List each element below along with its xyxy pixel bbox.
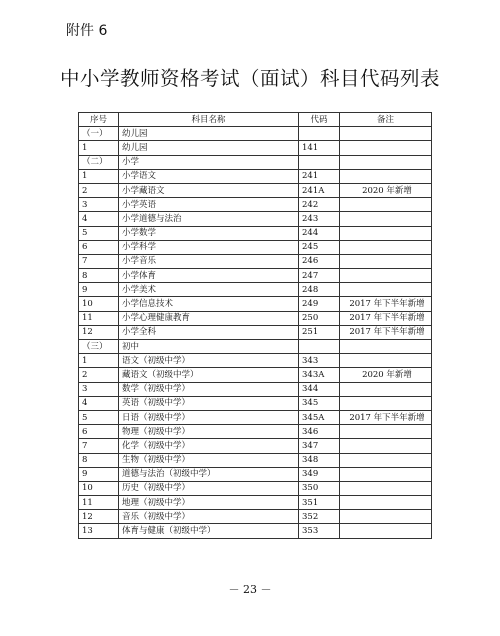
cell-no: 12 bbox=[79, 325, 119, 339]
table-row bbox=[79, 169, 432, 183]
cell-subject-name: 小学 bbox=[119, 155, 299, 169]
cell-code: 345 bbox=[299, 396, 340, 410]
header-code: 代码 bbox=[299, 113, 340, 127]
cell-no: 7 bbox=[79, 439, 119, 453]
cell-subject-name: 幼儿园 bbox=[119, 141, 299, 155]
table-row bbox=[79, 212, 432, 226]
table-row bbox=[79, 198, 432, 212]
cell-no: 12 bbox=[79, 510, 119, 524]
cell-code: 347 bbox=[299, 439, 340, 453]
cell-no: 5 bbox=[79, 226, 119, 240]
cell-subject-name: 数学（初级中学） bbox=[119, 382, 299, 396]
cell-code: 343 bbox=[299, 354, 340, 368]
table-row bbox=[79, 297, 432, 311]
cell-no: 6 bbox=[79, 240, 119, 254]
table-row bbox=[79, 496, 432, 510]
cell-subject-name: 音乐（初级中学） bbox=[119, 510, 299, 524]
cell-code: 249 bbox=[299, 297, 340, 311]
cell-no: 4 bbox=[79, 212, 119, 226]
cell-subject-name: 小学数学 bbox=[119, 226, 299, 240]
cell-no: （二） bbox=[79, 155, 119, 169]
cell-subject-name: 小学美术 bbox=[119, 283, 299, 297]
cell-subject-name: 小学信息技术 bbox=[119, 297, 299, 311]
subject-code-table bbox=[78, 112, 432, 539]
cell-code: 350 bbox=[299, 481, 340, 495]
cell-note bbox=[340, 382, 432, 396]
cell-note bbox=[340, 198, 432, 212]
cell-note: 2017 年下半年新增 bbox=[340, 325, 432, 339]
cell-note bbox=[340, 467, 432, 481]
cell-note bbox=[340, 340, 432, 354]
cell-note: 2017 年下半年新增 bbox=[340, 410, 432, 424]
cell-subject-name: 小学语文 bbox=[119, 169, 299, 183]
cell-no: 10 bbox=[79, 481, 119, 495]
cell-code: 247 bbox=[299, 269, 340, 283]
cell-subject-name: 生物（初级中学） bbox=[119, 453, 299, 467]
cell-code bbox=[299, 127, 340, 141]
cell-subject-name: 小学道德与法治 bbox=[119, 212, 299, 226]
cell-note bbox=[340, 269, 432, 283]
table-row bbox=[79, 481, 432, 495]
table-row bbox=[79, 524, 432, 538]
cell-note bbox=[340, 354, 432, 368]
cell-note: 2017 年下半年新增 bbox=[340, 297, 432, 311]
cell-code: 244 bbox=[299, 226, 340, 240]
cell-subject-name: 日语（初级中学） bbox=[119, 410, 299, 424]
table-row bbox=[79, 439, 432, 453]
cell-no: 2 bbox=[79, 368, 119, 382]
cell-code: 246 bbox=[299, 254, 340, 268]
cell-subject-name: 小学音乐 bbox=[119, 254, 299, 268]
cell-no: 6 bbox=[79, 425, 119, 439]
cell-code: 245 bbox=[299, 240, 340, 254]
cell-no: （三） bbox=[79, 340, 119, 354]
section-row bbox=[79, 127, 432, 141]
table-body bbox=[79, 127, 432, 538]
header-no: 序号 bbox=[79, 113, 119, 127]
table-row bbox=[79, 453, 432, 467]
cell-no: 4 bbox=[79, 396, 119, 410]
table-row bbox=[79, 254, 432, 268]
table-row bbox=[79, 183, 432, 197]
cell-subject-name: 体育与健康（初级中学） bbox=[119, 524, 299, 538]
cell-code: 242 bbox=[299, 198, 340, 212]
cell-no: 8 bbox=[79, 269, 119, 283]
cell-no: 3 bbox=[79, 198, 119, 212]
cell-subject-name: 地理（初级中学） bbox=[119, 496, 299, 510]
cell-code bbox=[299, 340, 340, 354]
cell-no: 1 bbox=[79, 141, 119, 155]
table-row bbox=[79, 269, 432, 283]
table-row bbox=[79, 510, 432, 524]
cell-note bbox=[340, 127, 432, 141]
cell-note bbox=[340, 425, 432, 439]
table-row bbox=[79, 410, 432, 424]
cell-code: 344 bbox=[299, 382, 340, 396]
cell-no: 11 bbox=[79, 496, 119, 510]
cell-no: 5 bbox=[79, 410, 119, 424]
cell-no: （一） bbox=[79, 127, 119, 141]
attachment-label: 附件 6 bbox=[66, 23, 108, 39]
table-row bbox=[79, 368, 432, 382]
table-row bbox=[79, 325, 432, 339]
cell-subject-name: 小学英语 bbox=[119, 198, 299, 212]
page-number: － 23 － bbox=[228, 583, 272, 596]
table-row bbox=[79, 311, 432, 325]
cell-code bbox=[299, 155, 340, 169]
cell-note bbox=[340, 481, 432, 495]
cell-note: 2017 年下半年新增 bbox=[340, 311, 432, 325]
cell-no: 7 bbox=[79, 254, 119, 268]
cell-code: 248 bbox=[299, 283, 340, 297]
table-row bbox=[79, 425, 432, 439]
table-row bbox=[79, 283, 432, 297]
cell-subject-name: 物理（初级中学） bbox=[119, 425, 299, 439]
cell-no: 1 bbox=[79, 169, 119, 183]
cell-subject-name: 藏语文（初级中学） bbox=[119, 368, 299, 382]
cell-no: 9 bbox=[79, 283, 119, 297]
table-row bbox=[79, 396, 432, 410]
cell-no: 10 bbox=[79, 297, 119, 311]
cell-code: 351 bbox=[299, 496, 340, 510]
cell-note bbox=[340, 396, 432, 410]
table-header-row bbox=[79, 113, 432, 127]
cell-code: 241A bbox=[299, 183, 340, 197]
cell-note bbox=[340, 169, 432, 183]
cell-code: 345A bbox=[299, 410, 340, 424]
cell-subject-name: 小学体育 bbox=[119, 269, 299, 283]
cell-no: 2 bbox=[79, 183, 119, 197]
cell-note bbox=[340, 283, 432, 297]
table-row bbox=[79, 467, 432, 481]
cell-subject-name: 历史（初级中学） bbox=[119, 481, 299, 495]
section-row bbox=[79, 155, 432, 169]
cell-note bbox=[340, 254, 432, 268]
table-row bbox=[79, 240, 432, 254]
cell-code: 141 bbox=[299, 141, 340, 155]
cell-note bbox=[340, 510, 432, 524]
cell-subject-name: 初中 bbox=[119, 340, 299, 354]
cell-subject-name: 小学科学 bbox=[119, 240, 299, 254]
table-row bbox=[79, 226, 432, 240]
cell-no: 8 bbox=[79, 453, 119, 467]
cell-code: 241 bbox=[299, 169, 340, 183]
cell-code: 243 bbox=[299, 212, 340, 226]
cell-subject-name: 小学心理健康教育 bbox=[119, 311, 299, 325]
header-note: 备注 bbox=[340, 113, 432, 127]
cell-subject-name: 语文（初级中学） bbox=[119, 354, 299, 368]
cell-note bbox=[340, 453, 432, 467]
section-row bbox=[79, 340, 432, 354]
cell-note: 2020 年新增 bbox=[340, 183, 432, 197]
cell-code: 348 bbox=[299, 453, 340, 467]
cell-note bbox=[340, 240, 432, 254]
cell-code: 353 bbox=[299, 524, 340, 538]
cell-code: 346 bbox=[299, 425, 340, 439]
cell-code: 250 bbox=[299, 311, 340, 325]
cell-no: 1 bbox=[79, 354, 119, 368]
cell-subject-name: 英语（初级中学） bbox=[119, 396, 299, 410]
cell-note bbox=[340, 155, 432, 169]
cell-note bbox=[340, 524, 432, 538]
cell-code: 251 bbox=[299, 325, 340, 339]
cell-no: 11 bbox=[79, 311, 119, 325]
cell-no: 9 bbox=[79, 467, 119, 481]
cell-note bbox=[340, 226, 432, 240]
cell-note bbox=[340, 496, 432, 510]
cell-note bbox=[340, 141, 432, 155]
page-title: 中小学教师资格考试（面试）科目代码列表 bbox=[59, 67, 440, 90]
cell-no: 3 bbox=[79, 382, 119, 396]
cell-subject-name: 道德与法治（初级中学） bbox=[119, 467, 299, 481]
cell-note bbox=[340, 439, 432, 453]
cell-code: 349 bbox=[299, 467, 340, 481]
cell-no: 13 bbox=[79, 524, 119, 538]
table-row bbox=[79, 141, 432, 155]
cell-code: 352 bbox=[299, 510, 340, 524]
cell-note bbox=[340, 212, 432, 226]
cell-note: 2020 年新增 bbox=[340, 368, 432, 382]
table-row bbox=[79, 382, 432, 396]
table-row bbox=[79, 354, 432, 368]
cell-subject-name: 化学（初级中学） bbox=[119, 439, 299, 453]
cell-code: 343A bbox=[299, 368, 340, 382]
cell-subject-name: 幼儿园 bbox=[119, 127, 299, 141]
header-subject-name: 科目名称 bbox=[119, 113, 299, 127]
cell-subject-name: 小学全科 bbox=[119, 325, 299, 339]
cell-subject-name: 小学藏语文 bbox=[119, 183, 299, 197]
